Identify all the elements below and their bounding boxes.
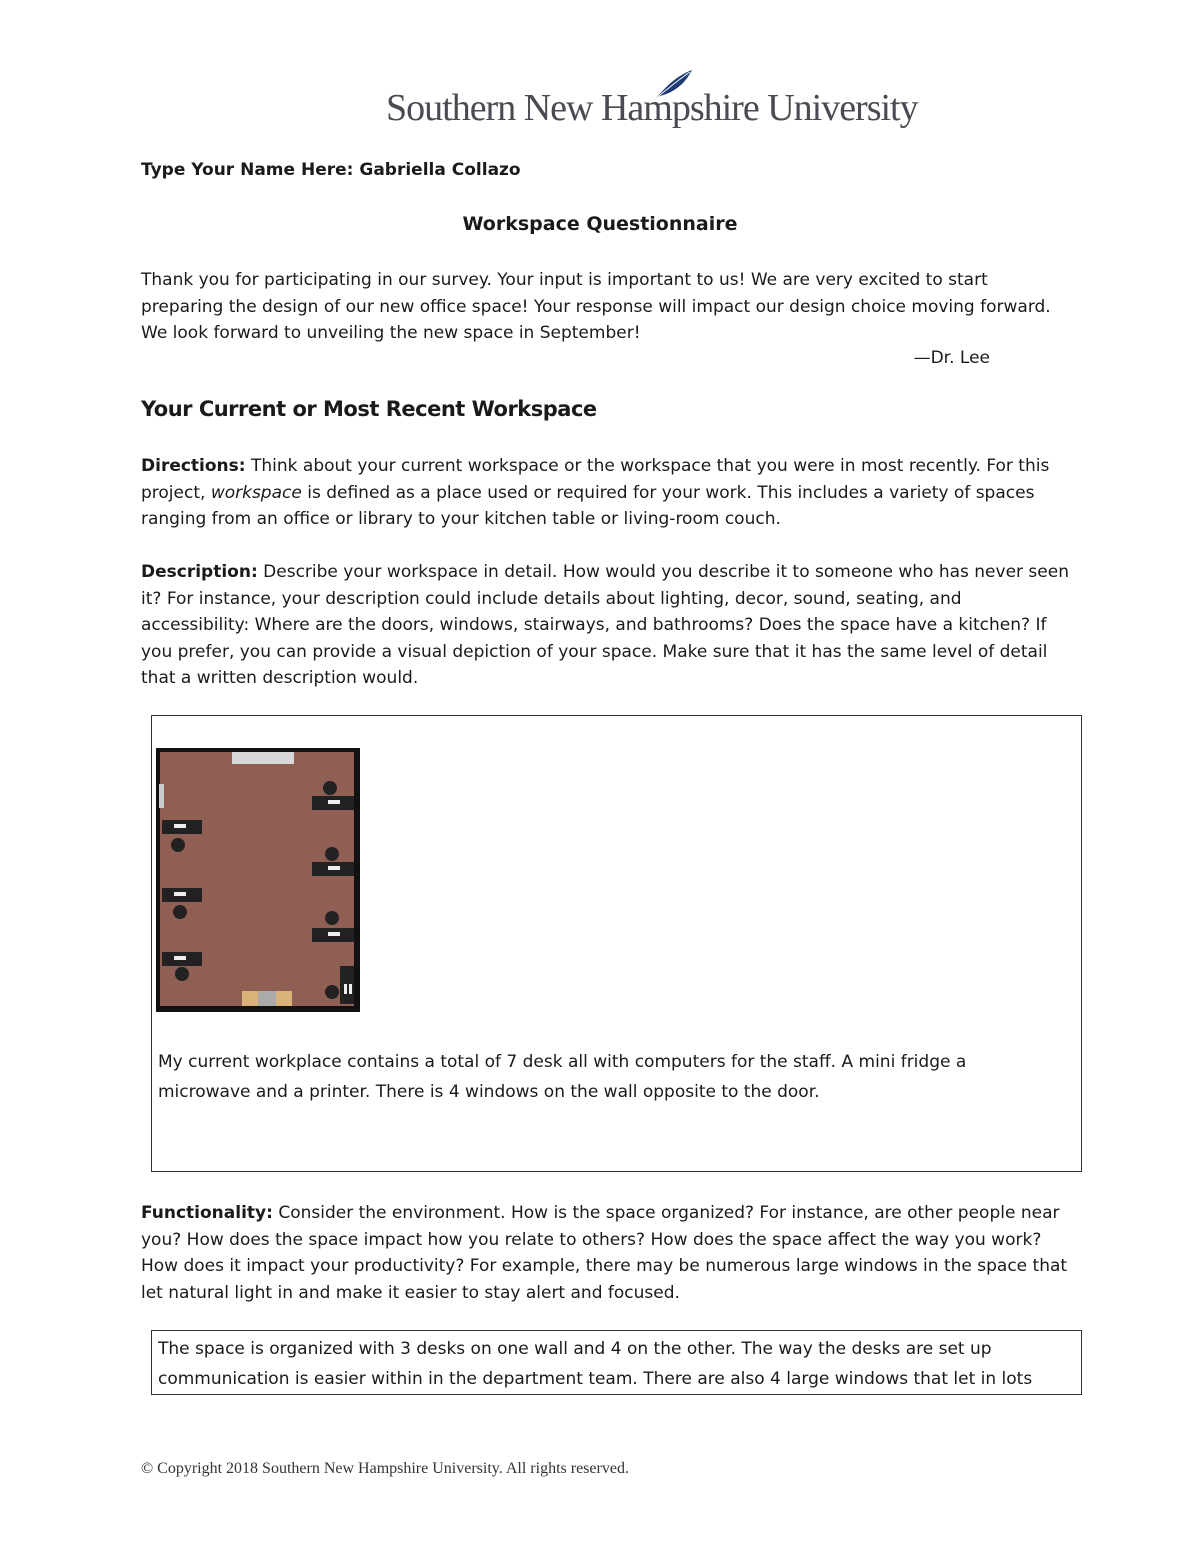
- directions-text-1: Think about your current workspace or the workspace that you were in most recently. For this project,: [141, 456, 1050, 503]
- description-text: Describe your workspace in detail. How would you describe it to someone who has never seen it? For instance, your description could include details about lighting, decor, sound, seating, and accessibility: Where are the doors, windows, stairways, and bathrooms? Does the space have a kitchen? If you prefer, you can provide a visual depiction of your space. Make sure that it has the same level of detail that a written description would.: [141, 562, 1069, 688]
- directions-label: Directions:: [141, 456, 246, 476]
- name-label: Type Your Name Here:: [141, 160, 354, 180]
- name-value[interactable]: Gabriella Collazo: [359, 160, 521, 180]
- description-label: Description:: [141, 562, 258, 582]
- description-paragraph: [141, 559, 1071, 692]
- description-answer-text[interactable]: My current workplace contains a total of 7 desk all with computers for the staff. A mini fridge a microwave and a printer. There is 4 windows on the wall opposite to the door.: [158, 1052, 967, 1102]
- functionality-text: Consider the environment. How is the space organized? For instance, are other people near you? How does the space impact how you relate to others? How does the space affect the way you work? How does it impact your productivity? For example, there may be numerous large windows in the space that let natural light in and make it easier to stay alert and focused.: [141, 1203, 1068, 1303]
- copyright-footer: © Copyright 2018 Southern New Hampshire University. All rights reserved.: [141, 1460, 629, 1477]
- directions-text-2: is defined as a place used or required for your work. This includes a variety of spaces ranging from an office or library to your kitchen table or living-room couch.: [141, 482, 1035, 529]
- functionality-label: Functionality:: [141, 1203, 273, 1223]
- name-line: [141, 160, 521, 180]
- directions-paragraph: [141, 453, 1071, 533]
- intro-paragraph: Thank you for participating in our survey. Your input is important to us! We are very excited to start preparing the design of our new office space! Your response will impact our design choice moving forward. We look forward to unveiling the new space in September!: [141, 270, 1051, 343]
- directions-emphasis: workspace: [210, 482, 302, 503]
- signoff: —Dr. Lee: [913, 348, 990, 368]
- document-title: Workspace Questionnaire: [462, 213, 738, 235]
- floor-plan-image: [156, 748, 360, 1012]
- functionality-answer-text[interactable]: The space is organized with 3 desks on one wall and 4 on the other. The way the desks are set up communication is easier within in the department team. There are also 4 large windows that let in lots: [158, 1339, 1033, 1389]
- functionality-paragraph: [141, 1200, 1071, 1306]
- section-heading: Your Current or Most Recent Workspace: [141, 397, 597, 421]
- university-logo: Southern New Hampshire University: [386, 87, 918, 129]
